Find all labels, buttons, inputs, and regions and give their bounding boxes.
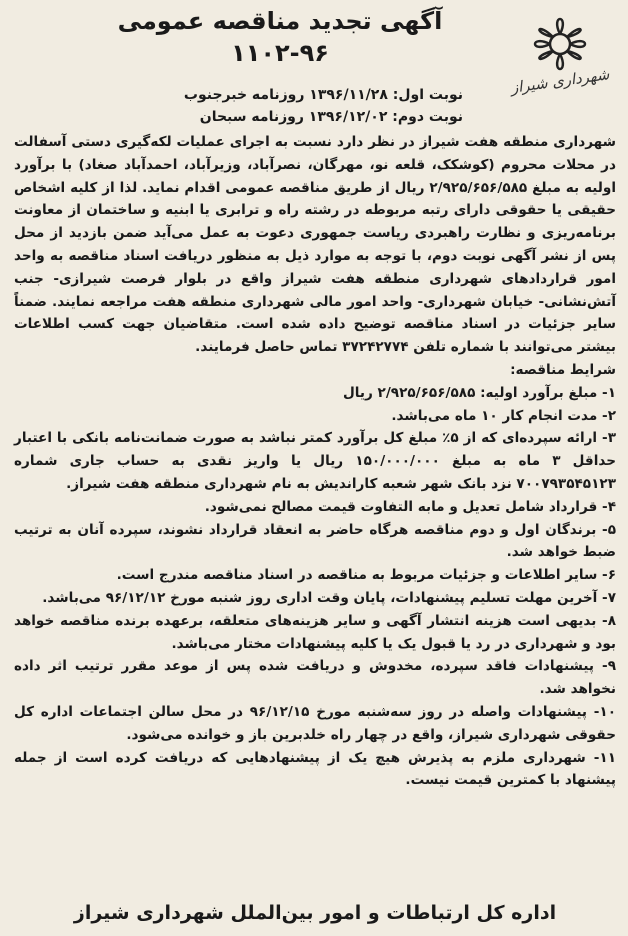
publication-second: نوبت دوم: ۱۳۹۶/۱۲/۰۲ روزنامه سبحان <box>199 109 463 125</box>
logo-caption: شهرداری شیراز <box>509 65 611 97</box>
condition-item: ۱۱- شهرداری ملزم به پذیرش هیچ یک از پیشنهادهایی که دریافت کرده است از جمله پیشنهاد با کمترین قیمت نیست. <box>14 749 616 789</box>
condition-item: ۱- مبلغ برآورد اولیه: ۲/۹۲۵/۶۵۶/۵۸۵ ریال <box>342 384 616 401</box>
condition-item: ۶- سایر اطلاعات و جزئیات مربوط به مناقصه در اسناد مناقصه مندرج است. <box>116 567 616 584</box>
conditions-list <box>14 382 616 792</box>
notice-body <box>14 131 616 792</box>
intro-paragraph: شهرداری منطقه هفت شیراز در نظر دارد نسبت به اجرای عملیات لکه‌گیری دستی آسفالت در محلات محروم (کوشکک، قلعه نو، مهرگان، نصرآباد، وزیرآباد، احمدآباد صغاد) با برآورد اولیه به مبلغ ۲/۹۲۵/۶۵۶/۵۸۵ ریال از طریق مناقصه عمومی اقدام نماید. لذا از کلیه اشخاص حقیقی یا حقوقی دارای رتبه مربوطه در رشته راه و ترابری یا ابنیه و ساختمان از معاونت برنامه‌ریزی و نظارت راهبردی ریاست جمهوری دعوت به عمل می‌آید ضمن بازدید از محل پس از نشر آگهی نوبت دوم، با توجه به موارد ذیل به منظور دریافت اسناد مناقصه به واحد امور قراردادهای شهرداری منطقه هفت شیراز واقع در بلوار فرصت شیرازی- جنب آتش‌نشانی- خیابان شهرداری- واحد امور مالی شهرداری منطقه هفت مراجعه نمایند. ضمناً سایر جزئیات در اسناد مناقصه توضیح داده شده است. متقاضیان جهت کسب اطلاعات بیشتر می‌توانند با شماره تلفن ۳۷۲۴۲۷۷۴ تماس حاصل فرمایند. <box>14 134 617 356</box>
condition-item: ۵- برندگان اول و دوم مناقصه هرگاه حاضر به انعقاد قرارداد نشوند، سپرده آنان به ترتیب ضبط خواهد شد. <box>14 521 616 561</box>
condition-item: ۱۰- پیشنهادات واصله در روز سه‌شنبه مورخ ۹۶/۱۲/۱۵ در محل سالن اجتماعات اداره کل حقوقی شهرداری شیراز، واقع در چهار راه خلدبرین باز و خوانده می‌شود. <box>14 703 616 743</box>
condition-item: ۷- آخرین مهلت تسلیم پیشنهادات، پایان وقت اداری روز شنبه مورخ ۹۶/۱۲/۱۲ می‌باشد. <box>42 589 616 606</box>
condition-item: ۲- مدت انجام کار ۱۰ ماه می‌باشد. <box>391 407 616 424</box>
condition-item: ۹- پیشنهادات فاقد سپرده، مخدوش و دریافت شده پس از موعد مقرر ترتیب اثر داده نخواهد شد. <box>14 658 616 698</box>
condition-item: ۴- قرارداد شامل تعدیل و مابه التفاوت قیمت مصالح نمی‌شود. <box>204 498 616 515</box>
publication-first: نوبت اول: ۱۳۹۶/۱۱/۲۸ روزنامه خبرجنوب <box>183 87 463 103</box>
issuer-footer: اداره کل ارتباطات و امور بین‌الملل شهرداری شیراز <box>73 902 557 924</box>
shiraz-municipality-logo-icon <box>500 4 620 114</box>
condition-item: ۳- ارائه سپرده‌ای که از ۵٪ مبلغ کل برآورد کمتر نباشد به صورت ضمانت‌نامه بانکی با اعتبار حداقل ۳ ماه به مبلغ ۱۵۰/۰۰۰/۰۰۰ ریال یا واریز نقدی به حساب جاری شماره ۷۰۰۷۹۳۵۴۵۱۲۳ نزد بانک شهر شعبه کاراندیش به نام شهرداری منطقه هفت شیراز. <box>14 430 617 492</box>
notice-title: آگهی تجدید مناقصه عمومی <box>117 7 443 35</box>
condition-item: ۸- بدیهی است هزینه انتشار آگهی و سایر هزینه‌های متعلقه، برعهده برنده مناقصه خواهد بود و شهرداری در رد یا قبول یک یا کلیه پیشنهادات مختار می‌باشد. <box>14 612 616 652</box>
conditions-heading: شرایط مناقصه: <box>510 361 616 378</box>
notice-code: ۱۱۰۲-۹۶ <box>231 39 329 67</box>
